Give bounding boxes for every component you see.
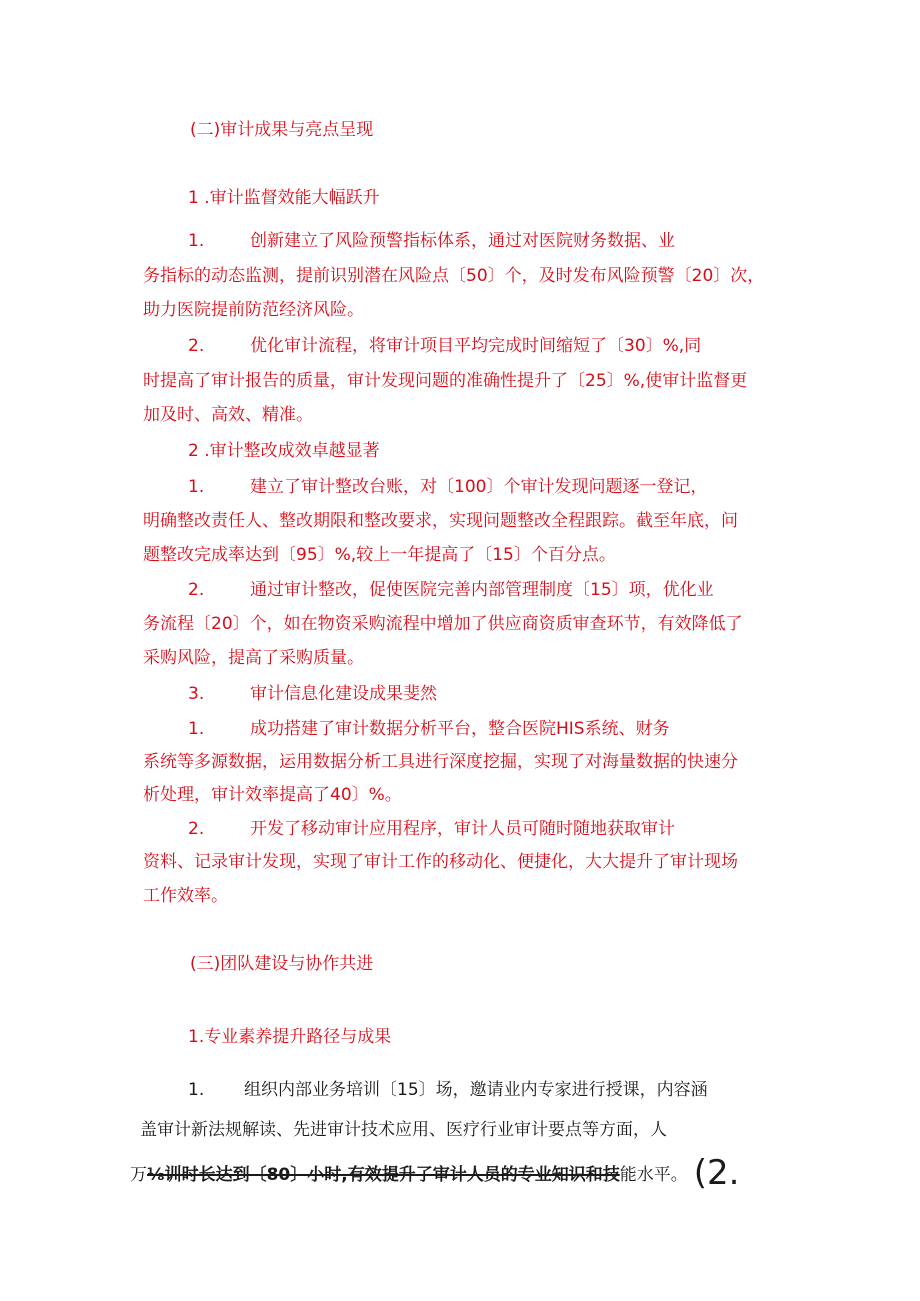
paragraph-line: 务指标的动态监测，提前识别潜在风险点〔50〕个，及时发布风险预警〔20〕次， [143, 266, 765, 286]
paragraph-line: 盖审计新法规解读、先进审计技术应用、医疗行业审计要点等方面，人 [140, 1120, 667, 1140]
paragraph-line: 资料、记录审计发现，实现了审计工作的移动化、便捷化，大大提升了审计现场 [143, 852, 738, 872]
paragraph-line: 析处理，审计效率提高了40〕%。 [143, 785, 402, 805]
item-number: 3. [188, 684, 205, 704]
paragraph-line [188, 334, 701, 358]
paragraph-line: 采购风险，提高了采购质量。 [143, 648, 364, 668]
paragraph-line [188, 1078, 708, 1102]
paragraph-line [188, 817, 675, 841]
paragraph-line-garbled [130, 1153, 740, 1193]
item-text: 通过审计整改，促使医院完善内部管理制度〔15〕项，优化业 [250, 580, 714, 600]
item-text: 创新建立了风险预警指标体系，通过对医院财务数据、业 [250, 231, 675, 251]
item-text: 成功搭建了审计数据分析平台，整合医院HIS系统、财务 [250, 719, 670, 739]
item-number: 2. [188, 580, 205, 600]
paragraph-line [188, 717, 670, 741]
large-fragment: (2. [693, 1153, 740, 1193]
paragraph-line: 务流程〔20〕个，如在物资采购流程中增加了供应商资质审查环节，有效降低了 [143, 614, 743, 634]
sub3-heading-text: 审计信息化建设成果斐然 [250, 684, 437, 704]
item-number: 1. [188, 719, 205, 739]
item-number: 2. [188, 819, 205, 839]
paragraph-line: 工作效率。 [143, 886, 228, 906]
sub1-heading: 1 .审计监督效能大幅跃升 [188, 188, 380, 208]
section3-sub1-heading: 1.专业素养提升路径与成果 [188, 1027, 392, 1047]
item-number: 2. [188, 336, 205, 356]
text-fragment: 万 [130, 1165, 147, 1185]
item-number: 1. [188, 1080, 205, 1100]
section3-heading: (三)团队建设与协作共进 [190, 954, 374, 974]
paragraph-line [188, 229, 675, 253]
paragraph-line: 加及时、高效、精准。 [143, 405, 313, 425]
paragraph-line: 系统等多源数据，运用数据分析工具进行深度挖掘，实现了对海量数据的快速分 [143, 752, 738, 772]
item-text: 建立了审计整改台账，对〔100〕个审计发现问题逐一登记， [250, 477, 708, 497]
paragraph-line: 明确整改责任人、整改期限和整改要求，实现问题整改全程跟踪。截至年底，问 [143, 511, 738, 531]
paragraph-line: 时提高了审计报告的质量，审计发现问题的准确性提升了〔25〕%,使审计监督更 [143, 371, 748, 391]
item-text: 组织内部业务培训〔15〕场，邀请业内专家进行授课，内容涵 [244, 1080, 708, 1100]
item-number: 1. [188, 231, 205, 251]
paragraph-line [188, 475, 707, 499]
sub2-heading: 2 .审计整改成效卓越显著 [188, 441, 380, 461]
strikethrough-text: ⅛训时长达到〔80〕小时,有效提升了审计人员的专业知识和技 [147, 1165, 620, 1185]
sub3-heading [188, 682, 437, 706]
item-text: 开发了移动审计应用程序，审计人员可随时随地获取审计 [250, 819, 675, 839]
section2-heading: (二)审计成果与亮点呈现 [190, 120, 374, 140]
paragraph-line: 助力医院提前防范经济风险。 [143, 300, 364, 320]
text-fragment: 能水平。 [619, 1165, 688, 1185]
item-number: 1. [188, 477, 205, 497]
paragraph-line [188, 578, 714, 602]
item-text: 优化审计流程，将审计项目平均完成时间缩短了〔30〕%,同 [250, 336, 702, 356]
paragraph-line: 题整改完成率达到〔95〕%,较上一年提高了〔15〕个百分点。 [143, 545, 616, 565]
